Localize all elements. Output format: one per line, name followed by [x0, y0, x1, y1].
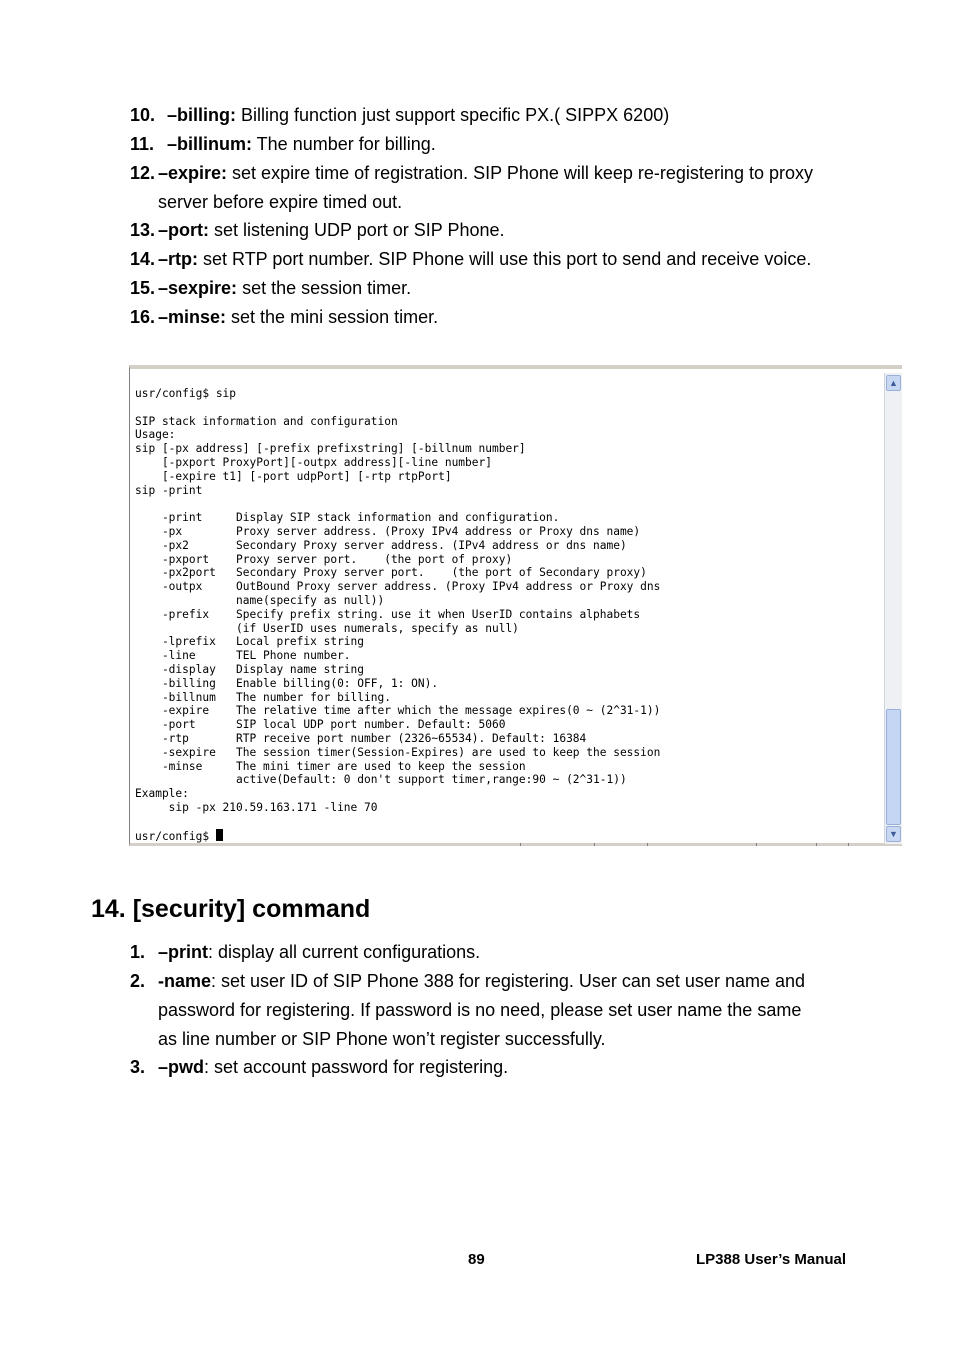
- item-desc-continued: password for registering. If password is no need, please set user name the same: [158, 1000, 802, 1020]
- item-term: –port:: [158, 220, 209, 240]
- item-number: 2.: [130, 971, 146, 991]
- status-bar: [520, 843, 884, 846]
- terminal-prompt: usr/config$: [135, 829, 216, 843]
- item-text: [167, 130, 436, 159]
- chevron-up-icon: ▲: [889, 378, 898, 388]
- item-number: 1.: [130, 942, 146, 962]
- scroll-down-button[interactable]: [886, 826, 901, 842]
- item-term: –billing:: [167, 105, 236, 125]
- item-term: –print: [158, 942, 209, 962]
- scroll-up-button[interactable]: [886, 375, 901, 391]
- terminal-scrollbar[interactable]: [884, 373, 902, 844]
- item-desc-continued: as line number or SIP Phone won’t register successfully.: [158, 1029, 606, 1049]
- section-heading: 14. [security] command: [91, 895, 371, 923]
- chevron-down-icon: ▼: [889, 829, 898, 839]
- item-desc: The number for billing.: [252, 134, 436, 154]
- item-term: –billinum:: [167, 134, 252, 154]
- item-text: [158, 245, 811, 274]
- scroll-thumb[interactable]: [886, 709, 901, 825]
- item-text: [158, 303, 438, 332]
- item-number: 13.: [130, 220, 156, 240]
- item-number: 14.: [130, 249, 156, 269]
- item-term: –minse:: [158, 307, 227, 327]
- item-term: –rtp:: [158, 249, 198, 269]
- item-number: 10.: [130, 105, 156, 125]
- terminal-text: usr/config$ sip SIP stack information and configuration Usage: sip [-px address] [-prefix prefixstring] [-billnum number] [-pxport ProxyPort][-outpx address][-line number] [-expire t1] [-port udpPort] [-rtp rtpPort] sip -print -print Display SIP stack information and configuration. -px Proxy server address. (Proxy IPv4 address or Proxy dns name) -px2 Secondary Proxy server address. (IPv4 address or dns name) -pxport Proxy server port. (the port of proxy) -px2port Secondary Proxy server port. (the port of Secondary proxy) -outpx OutBound Proxy server address. (Proxy IPv4 address or Proxy dns name(specify as null)) -prefix Specify prefix string. use it when UserID contains alphabets (if UserID uses numerals, specify as null) -lprefix Local prefix string -line TEL Phone number. -display Display name string -billing Enable billing(0: OFF, 1: ON). -billnum The number for billing. -expire The relative time after which the message expires(0 ~ (2^31-1)) -port SIP local UDP port number. Default: 5060 -rtp RTP receive port number (2326~65534). Default: 16384 -sexpire The session timer(Session-Expires) are used to keep the session -minse The mini timer are used to keep the session active(Default: 0 don't support timer,range:90 ~ (2^31-1)) Example: sip -px 210.59.163.171 -line 70: [135, 387, 661, 814]
- item-desc: set the session timer.: [237, 278, 412, 298]
- item-number: 16.: [130, 307, 156, 327]
- item-text: [167, 101, 669, 130]
- item-desc: set expire time of registration. SIP Phone will keep re-registering to proxy: [227, 163, 813, 183]
- item-desc: : display all current configurations.: [208, 942, 481, 962]
- item-term: –pwd: [158, 1057, 205, 1077]
- item-desc: set listening UDP port or SIP Phone.: [209, 220, 505, 240]
- terminal-output: [135, 387, 660, 843]
- item-text: [158, 967, 805, 996]
- item-text: [158, 159, 813, 188]
- manual-title: LP388 User’s Manual: [696, 1251, 847, 1268]
- item-number: 3.: [130, 1057, 146, 1077]
- item-term: –sexpire:: [158, 278, 238, 298]
- item-text: [158, 274, 411, 303]
- item-desc: Billing function just support specific PX.( SIPPX 6200): [236, 105, 670, 125]
- item-desc: set RTP port number. SIP Phone will use this port to send and receive voice.: [198, 249, 812, 269]
- item-text: [158, 938, 480, 967]
- terminal-window: [129, 365, 902, 846]
- item-desc: : set user ID of SIP Phone 388 for registering. User can set user name and: [211, 971, 805, 991]
- item-number: 12.: [130, 163, 156, 183]
- terminal-cursor: [216, 829, 223, 841]
- item-text: [158, 216, 505, 245]
- item-desc: : set account password for registering.: [204, 1057, 509, 1077]
- item-number: 15.: [130, 278, 156, 298]
- item-term: -name: [158, 971, 212, 991]
- item-desc-continued: server before expire timed out.: [158, 192, 403, 212]
- item-number: 11.: [130, 134, 155, 154]
- item-term: –expire:: [158, 163, 228, 183]
- page-number: 89: [468, 1251, 485, 1268]
- item-text: [158, 1053, 508, 1082]
- item-desc: set the mini session timer.: [226, 307, 439, 327]
